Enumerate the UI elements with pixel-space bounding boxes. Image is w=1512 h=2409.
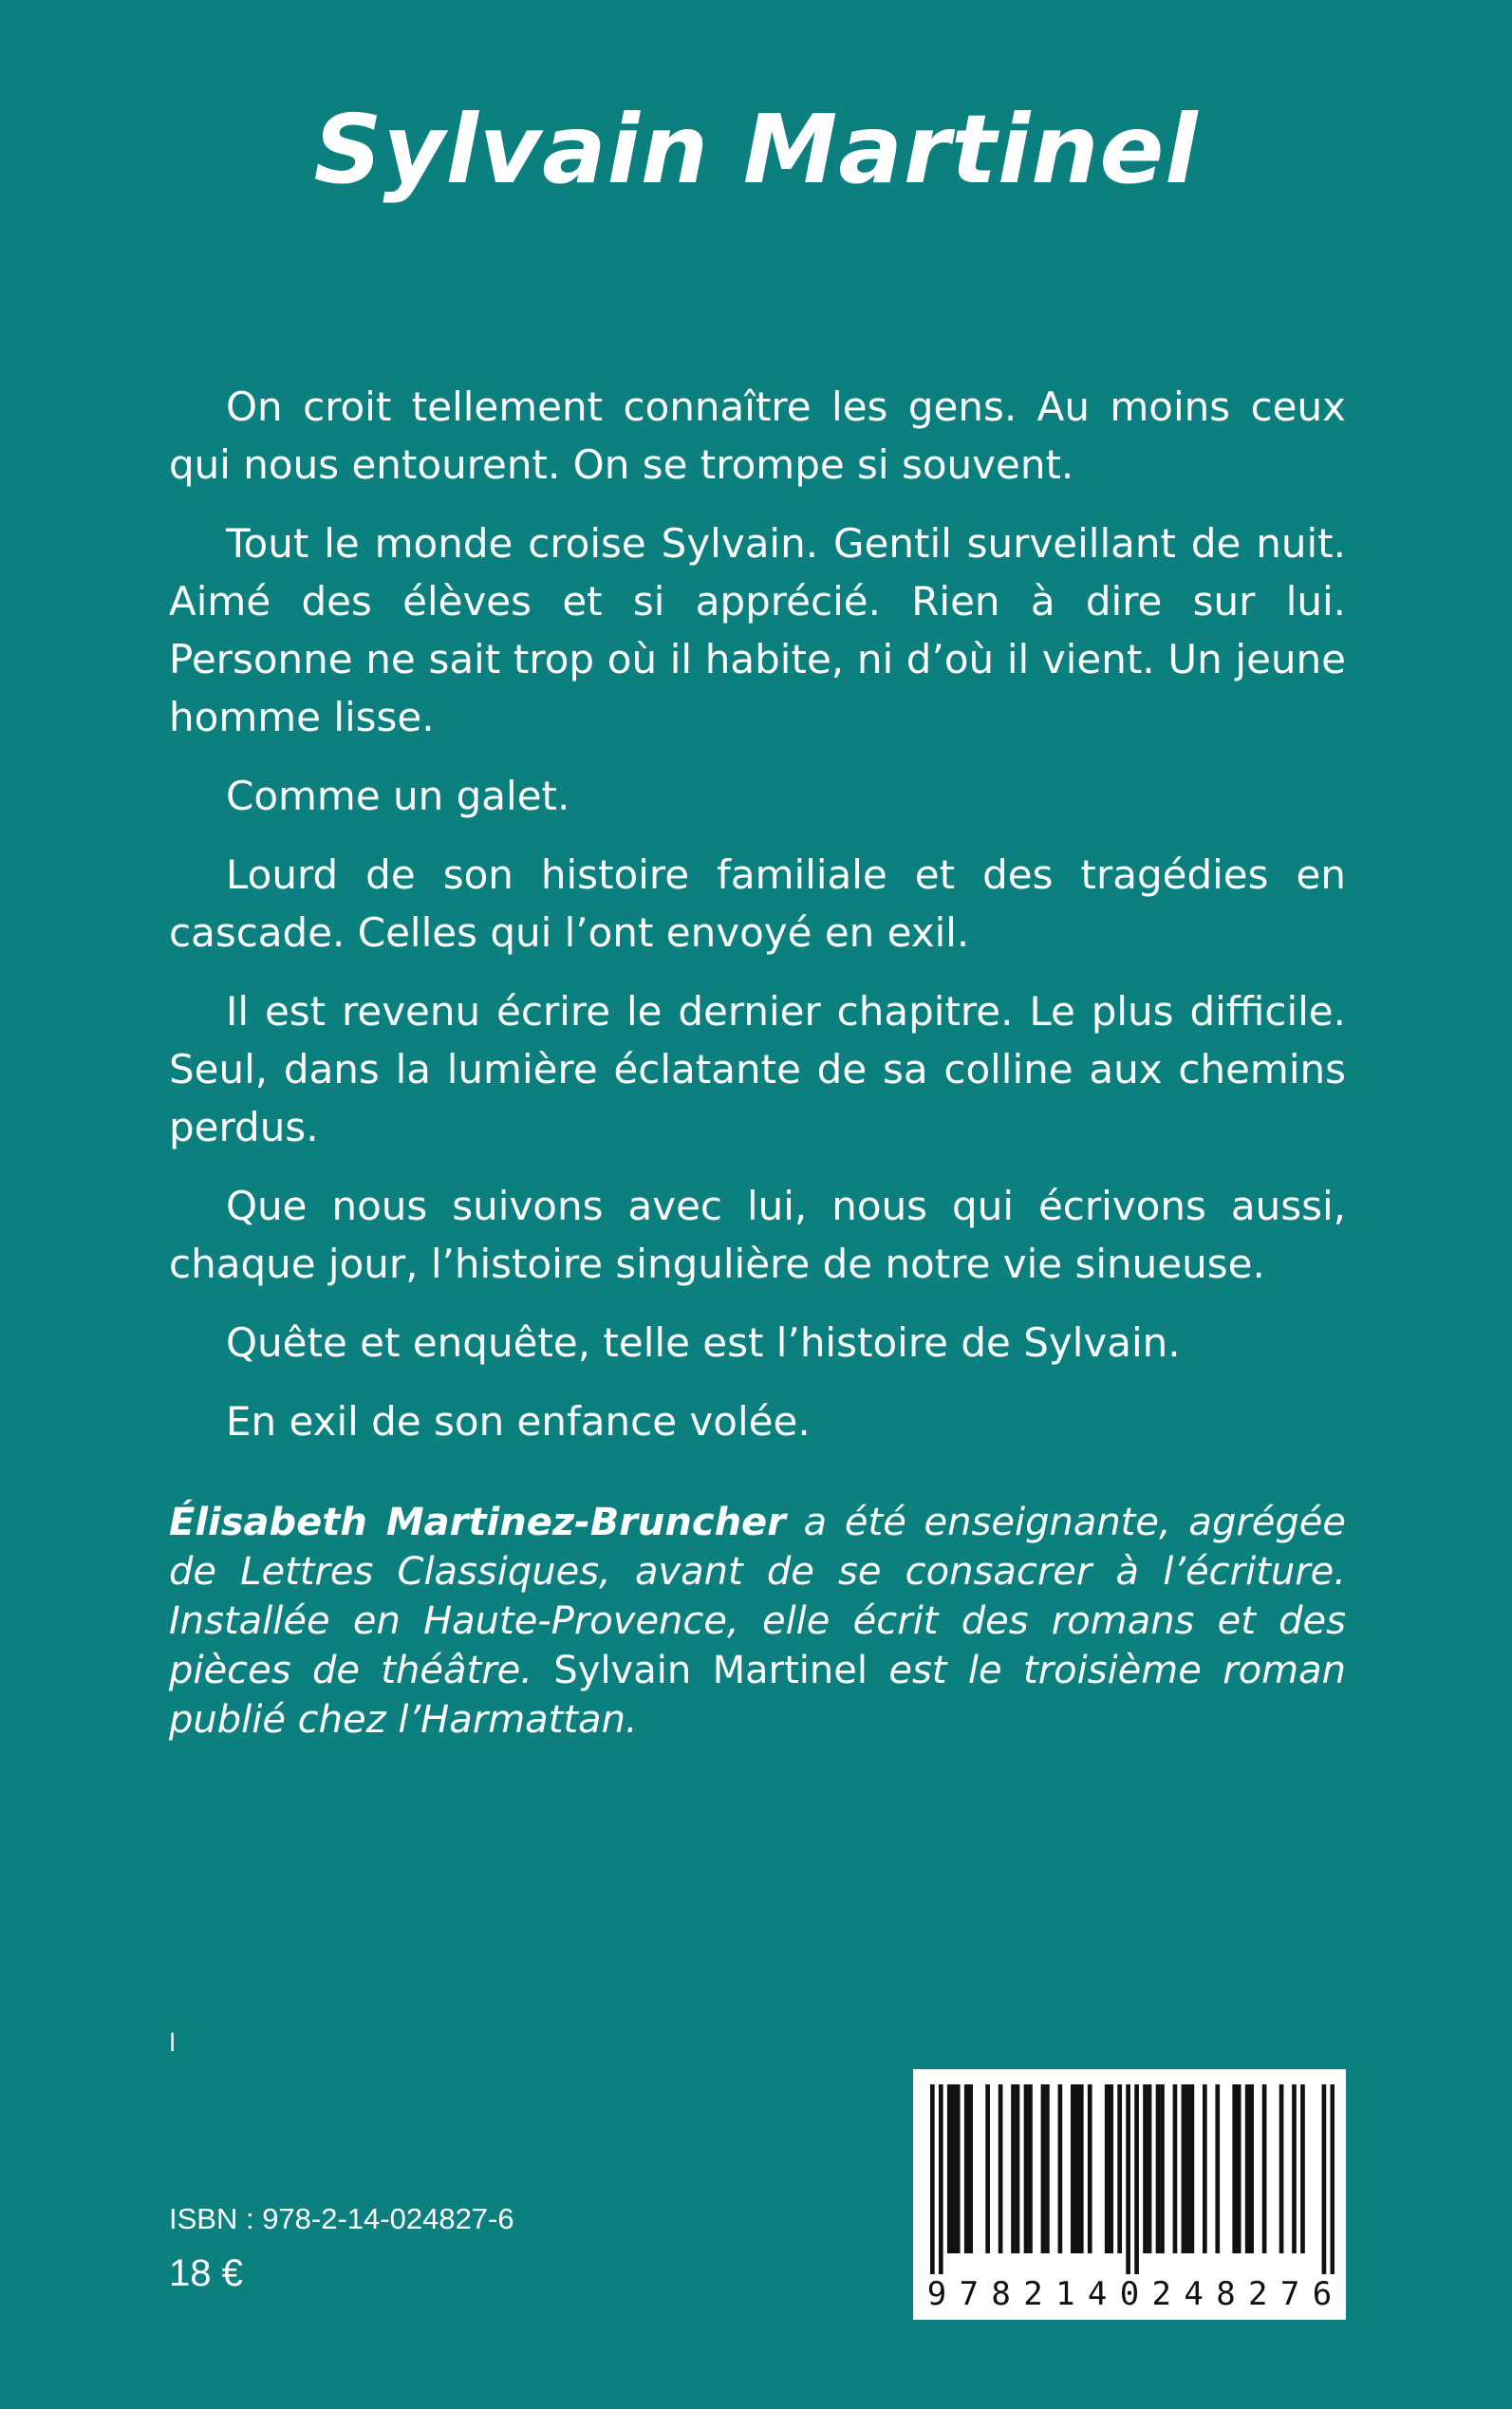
- barcode-digit: 2: [1151, 2275, 1172, 2313]
- barcode-digit: 8: [991, 2275, 1011, 2313]
- barcode-bar: [1173, 2084, 1178, 2253]
- barcode-guard-bar: [1331, 2084, 1335, 2274]
- barcode-bar: [999, 2084, 1003, 2253]
- barcode-bar: [1071, 2084, 1075, 2253]
- barcode-bar: [1143, 2084, 1148, 2253]
- barcode-bar: [1088, 2084, 1092, 2253]
- blurb: [169, 378, 1346, 1471]
- barcode-guard-bar: [1322, 2084, 1327, 2274]
- barcode-bar: [1011, 2084, 1016, 2253]
- barcode-bar: [1245, 2084, 1250, 2253]
- bio-text-end: est le troisième roman publié chez l’Harmattan.: [169, 1649, 1347, 1742]
- price: 18 €: [169, 2252, 243, 2294]
- barcode-bar: [1237, 2084, 1241, 2253]
- barcode-bar: [951, 2084, 956, 2253]
- blurb-paragraph: Comme un galet.: [226, 773, 570, 819]
- barcode-bar: [1016, 2084, 1020, 2253]
- barcode-bar: [1058, 2084, 1063, 2253]
- barcode-digit: 1: [1055, 2275, 1075, 2313]
- barcode-bar: [1041, 2084, 1046, 2253]
- barcode-bar: [1279, 2084, 1284, 2253]
- blurb-paragraph: Tout le monde croise Sylvain. Gentil surveillant de nuit. Aimé des élèves et si apprécié. Rien à dire sur lui. Personne ne sait trop où il habite, ni d’où il vient. Un jeune homme lisse.: [169, 520, 1346, 740]
- barcode-bar: [1300, 2084, 1305, 2253]
- barcode-bar: [947, 2084, 952, 2253]
- barcode-bar: [1117, 2084, 1122, 2253]
- barcode-bar: [1024, 2084, 1029, 2253]
- barcode-bars: [930, 2084, 1335, 2274]
- barcode-digit: 2: [1023, 2275, 1043, 2313]
- barcode-bar: [1079, 2084, 1084, 2253]
- barcode-bar: [1182, 2084, 1186, 2253]
- barcode-bar: [964, 2084, 969, 2253]
- book-title: Sylvain Martinel: [313, 94, 1199, 205]
- barcode-guard-bar: [939, 2084, 943, 2274]
- stray-mark: l: [169, 2029, 177, 2058]
- barcode: [913, 2069, 1346, 2320]
- blurb-paragraph: On croit tellement connaître les gens. Au moins ceux qui nous entourent. On se trompe si souvent.: [169, 383, 1346, 488]
- barcode-digit: 7: [1279, 2275, 1300, 2313]
- barcode-digit: 4: [1087, 2275, 1108, 2313]
- barcode-digit: 2: [1248, 2275, 1268, 2313]
- blurb-paragraph: Lourd de son histoire familiale et des tragédies en cascade. Celles qui l’ont envoyé en exil.: [169, 851, 1346, 956]
- barcode-digit: 0: [1119, 2275, 1140, 2313]
- barcode-bar: [1028, 2084, 1033, 2253]
- blurb-paragraph: En exil de son enfance volée.: [226, 1398, 811, 1445]
- barcode-digit: 8: [1216, 2275, 1236, 2313]
- barcode-digit: 7: [959, 2275, 980, 2313]
- barcode-bar: [1045, 2084, 1050, 2253]
- barcode-digit: 6: [1312, 2275, 1333, 2313]
- barcode-bar: [1203, 2084, 1207, 2253]
- barcode-bar: [1109, 2084, 1113, 2253]
- barcode-digit: 4: [1184, 2275, 1204, 2313]
- bio-text: a été enseignante, agrégée de Lettres Classiques, avant de se consacrer à l’écriture. Installée en Haute-Provence, elle écrit des romans et des pièces de théâtre.: [169, 1501, 1346, 1692]
- barcode-bar: [1105, 2084, 1110, 2253]
- barcode-bar: [1262, 2084, 1267, 2253]
- barcode-guard-bar: [930, 2084, 935, 2274]
- barcode-bar: [1190, 2084, 1195, 2253]
- barcode-bar: [1074, 2084, 1079, 2253]
- blurb-paragraph: Il est revenu écrire le dernier chapitre. Le plus difficile. Seul, dans la lumière éclatante de sa colline aux chemins perdus.: [169, 988, 1346, 1150]
- barcode-bar: [1249, 2084, 1254, 2253]
- barcode-bar: [968, 2084, 973, 2253]
- barcode-guard-bar: [1134, 2084, 1139, 2274]
- barcode-bar: [1232, 2084, 1237, 2253]
- barcode-bar: [1148, 2084, 1152, 2253]
- author-bio: [169, 1498, 1346, 1745]
- isbn: ISBN : 978-2-14-024827-6: [169, 2202, 514, 2235]
- barcode-bar: [1160, 2084, 1165, 2253]
- barcode-bar: [1292, 2084, 1297, 2253]
- barcode-bar: [1215, 2084, 1220, 2253]
- barcode-digits: [923, 2275, 1336, 2313]
- barcode-bar: [985, 2084, 990, 2253]
- author-name: Élisabeth Martinez-Bruncher: [169, 1501, 786, 1544]
- blurb-paragraph: Que nous suivons avec lui, nous qui écrivons aussi, chaque jour, l’histoire singulière de notre vie sinueuse.: [169, 1183, 1346, 1287]
- barcode-bar: [956, 2084, 961, 2253]
- bio-book-title: Sylvain Martinel: [553, 1649, 868, 1692]
- barcode-guard-bar: [1126, 2084, 1130, 2274]
- blurb-paragraph: Quête et enquête, telle est l’histoire de Sylvain.: [226, 1319, 1181, 1366]
- barcode-bar: [1156, 2084, 1161, 2253]
- barcode-bar: [1185, 2084, 1190, 2253]
- barcode-digit: 9: [926, 2275, 947, 2313]
